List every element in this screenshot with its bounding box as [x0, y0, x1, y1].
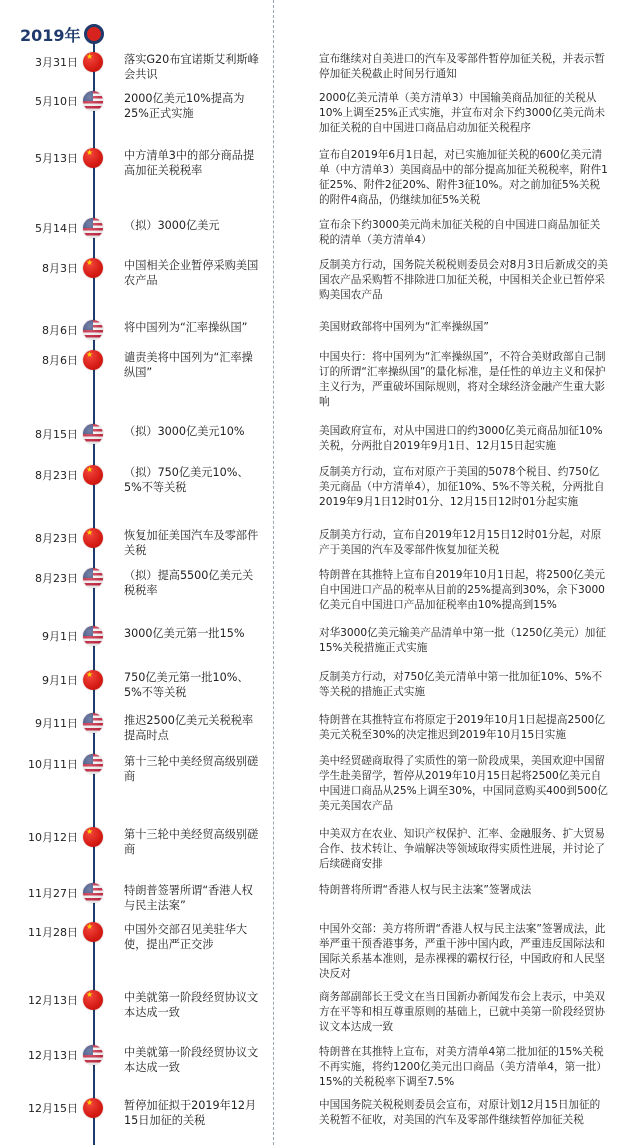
event-date: 3月31日 [35, 56, 78, 69]
event-date: 8月23日 [35, 532, 78, 545]
event-description: 反制美方行动，宣布对原产于美国的5078个税目、约750亿美元商品（中方清单4），加征10%、5%不等关税，分两批自2019年9月1日12时01分、12月15日12时01分起实施 [319, 466, 605, 508]
event-title: 中美就第一阶段经贸协议文本达成一致 [124, 991, 259, 1019]
event-title: （拟）3000亿美元10% [124, 425, 245, 438]
event-description: 宣布余下约3000美元尚未加征关税的自中国进口商品加征关税的清单（美方清单4） [319, 219, 601, 246]
event-description: 宣布继续对自美进口的汽车及零部件暂停加征关税，并表示暂停加征关税截止时间另行通知 [319, 53, 606, 80]
event-description: 特朗普在其推特上宣布，对美方清单4第二批加征的15%关税不再实施，将约1200亿美元出口商品（美方清单4，第一批）15%的关税税率下调至7.5% [319, 1046, 607, 1088]
event-description: 特朗普将所谓“香港人权与民主法案”签署成法 [319, 884, 532, 896]
event-date: 10月12日 [28, 831, 78, 844]
event-description: 商务部副部长王受文在当日国新办新闻发布会上表示，中美双方在平等和相互尊重原则的基础上，已就中美第一阶段经贸协议文本达成一致 [319, 991, 606, 1033]
us-flag-icon [83, 320, 103, 340]
year-header [0, 21, 627, 47]
us-flag-icon [83, 754, 103, 774]
event-description: 反制美方行动，国务院关税税则委员会对8月3日后新成交的美国农产品采购暂不排除进口加征关税，中国相关企业已暂停采购美国农产品 [319, 259, 608, 301]
us-flag-icon [83, 218, 103, 238]
event-date: 8月15日 [35, 428, 78, 441]
event-title: 中国相关企业暂停采购美国农产品 [124, 259, 259, 287]
event-date: 12月13日 [28, 994, 78, 1007]
event-date: 11月28日 [28, 926, 78, 939]
event-description: 中国外交部：美方将所谓“香港人权与民主法案”签署成法，此举严重干预香港事务，严重干涉中国内政，严重违反国际法和国际关系基本准则，是赤裸裸的霸权行径，中国政府和人民坚决反对 [319, 923, 606, 980]
event-title: 中美就第一阶段经贸协议文本达成一致 [124, 1046, 259, 1074]
event-description: 中美双方在农业、知识产权保护、汇率、金融服务、扩大贸易合作、技术转让、争端解决等领域取得实质性进展，并讨论了后续磋商安排 [319, 828, 606, 870]
event-title: （拟）提高5500亿美元关税税率 [124, 569, 254, 597]
china-flag-icon [83, 1098, 103, 1118]
event-title: （拟）750亿美元10%、5%不等关税 [124, 466, 249, 494]
us-flag-icon [83, 91, 103, 111]
year-marker-icon [84, 24, 104, 44]
event-description: 中国国务院关税税则委员会宣布，对原计划12月15日加征的关税暂不征收，对美国的汽车及零部件继续暂停加征关税 [319, 1099, 601, 1126]
china-flag-icon [83, 827, 103, 847]
us-flag-icon [83, 424, 103, 444]
event-description: 特朗普在其推特宣布将原定于2019年10月1日起提高2500亿美元关税至30%的决定推迟到2019年10月15日实施 [319, 714, 606, 741]
event-description: 对华3000亿美元输美产品清单中第一批（1250亿美元）加征15%关税措施正式实施 [319, 627, 606, 654]
event-title: 特朗普签署所谓“香港人权与民主法案” [124, 884, 253, 912]
us-flag-icon [83, 883, 103, 903]
timeline-axis [93, 35, 95, 1145]
event-date: 11月27日 [28, 887, 78, 900]
event-description: 特朗普在其推特上宣布自2019年10月1日起，将2500亿美元自中国进口产品的税率从目前的25%提高到30%，余下3000亿美元自中国进口产品加征税率由10%提高到15% [319, 569, 606, 611]
event-title: 750亿美元第一批10%、5%不等关税 [124, 671, 249, 699]
china-flag-icon [83, 148, 103, 168]
china-flag-icon [83, 990, 103, 1010]
event-title: 恢复加征美国汽车及零部件关税 [124, 529, 259, 557]
us-flag-icon [83, 626, 103, 646]
event-date: 9月1日 [42, 674, 78, 687]
event-date: 9月1日 [42, 630, 78, 643]
event-date: 5月14日 [35, 222, 78, 235]
event-description: 2000亿美元清单（美方清单3）中国输美商品加征的关税从10%上调至25%正式实施，并宣布对余下约3000亿美元尚未加征关税的自中国进口商品启动加征关税程序 [319, 92, 605, 134]
china-flag-icon [83, 528, 103, 548]
us-flag-icon [83, 1045, 103, 1065]
event-description: 中国央行：将中国列为“汇率操纵国”，不符合美财政部自己制订的所谓“汇率操纵国”的量化标准，是任性的单边主义和保护主义行为，严重破坏国际规则，将对全球经济金融产生重大影响 [319, 351, 606, 408]
event-title: 3000亿美元第一批15% [124, 627, 245, 640]
event-date: 5月13日 [35, 152, 78, 165]
china-flag-icon [83, 350, 103, 370]
event-description: 美国财政部将中国列为“汇率操纵国” [319, 321, 489, 333]
event-date: 12月13日 [28, 1049, 78, 1062]
event-title: 暂停加征拟于2019年12月15日加征的关税 [124, 1099, 257, 1127]
event-description: 美中经贸磋商取得了实质性的第一阶段成果，美国欢迎中国留学生赴美留学，暂停从2019年10月15日起将2500亿美元自中国进口商品从25%上调至30%，中国同意购买400到500亿美元美国农产品 [319, 755, 608, 812]
event-title: 中国外交部召见美驻华大使，提出严正交涉 [124, 923, 248, 951]
event-title: 推迟2500亿美元关税税率提高时点 [124, 714, 254, 742]
us-flag-icon [83, 713, 103, 733]
event-title: 第十三轮中美经贸高级别磋商 [124, 755, 259, 783]
event-date: 5月10日 [35, 95, 78, 108]
event-title: （拟）3000亿美元 [124, 219, 220, 232]
event-date: 8月6日 [42, 354, 78, 367]
event-date: 8月3日 [42, 262, 78, 275]
event-title: 中方清单3中的部分商品提高加征关税税率 [124, 149, 255, 177]
china-flag-icon [83, 258, 103, 278]
us-flag-icon [83, 568, 103, 588]
china-flag-icon [83, 465, 103, 485]
event-description: 反制美方行动，宣布自2019年12月15日12时01分起，对原产于美国的汽车及零部件恢复加征关税 [319, 529, 602, 556]
event-date: 10月11日 [28, 758, 78, 771]
event-date: 8月23日 [35, 469, 78, 482]
year-label: 2019年 [20, 26, 81, 45]
column-divider [273, 0, 274, 1145]
event-title: 将中国列为“汇率操纵国” [124, 321, 248, 334]
event-title: 第十三轮中美经贸高级别磋商 [124, 828, 259, 856]
event-description: 美国政府宣布，对从中国进口的约3000亿美元商品加征10%关税，分两批自2019年9月1日、12月15日起实施 [319, 425, 603, 452]
event-date: 12月15日 [28, 1102, 78, 1115]
event-description: 反制美方行动，对750亿美元清单中第一批加征10%、5%不等关税的措施正式实施 [319, 671, 603, 698]
event-description: 宣布自2019年6月1日起，对已实施加征关税的600亿美元清单（中方清单3）美国商品中的部分提高加征关税税率，附件1征25%、附件2征20%、附件3征10%。对之前加征5%关税的附件4商品，仍继续加征5%关税 [319, 149, 608, 206]
event-title: 谴责美将中国列为“汇率操纵国” [124, 351, 253, 379]
china-flag-icon [83, 922, 103, 942]
event-date: 8月6日 [42, 324, 78, 337]
china-flag-icon [83, 670, 103, 690]
event-date: 8月23日 [35, 572, 78, 585]
china-flag-icon [83, 52, 103, 72]
event-date: 9月11日 [35, 717, 78, 730]
event-title: 2000亿美元10%提高为25%正式实施 [124, 92, 245, 120]
event-title: 落实G20布宜诺斯艾利斯峰会共识 [124, 53, 259, 81]
